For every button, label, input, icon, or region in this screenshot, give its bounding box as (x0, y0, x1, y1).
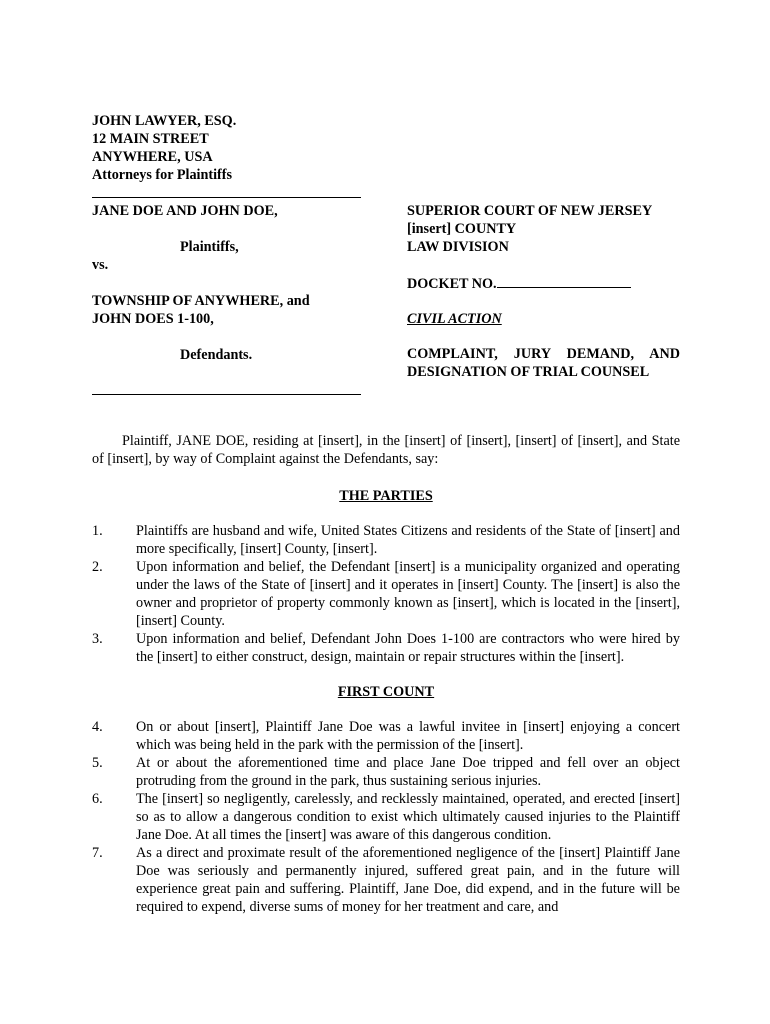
item-number: 7. (92, 845, 103, 861)
item-text: The [insert] so negligently, carelessly, and recklessly maintained, operated, and erected [insert] so as to allow a dangerous condition to exist which ultimately caused injuries to the Plaintiff Jane Doe. At all times the [insert] was aware of this dangerous condition. (136, 791, 680, 843)
item-number: 6. (92, 791, 103, 807)
item-text: As a direct and proximate result of the aforementioned negligence of the [insert] Plaintiff Jane Doe was seriously and permanently injured, suffered great pain, and in the future will experience great pain and suffering. Plaintiff, Jane Doe, did expend, and in the future will be required to expend, diverse sums of money for her treatment and care, and (136, 845, 680, 915)
defendant-name-line2: JOHN DOES 1-100, (92, 311, 214, 327)
docket-number (407, 274, 680, 293)
list-item (92, 522, 680, 558)
attorney-name: JOHN LAWYER, ESQ. (92, 113, 237, 129)
parties-list (92, 522, 680, 666)
caption-court (407, 202, 680, 381)
court-county: [insert] COUNTY (407, 221, 517, 237)
list-item (92, 844, 680, 916)
list-item (92, 558, 680, 630)
docket-blank (497, 274, 631, 288)
item-text: At or about the aforementioned time and place Jane Doe tripped and fell over an object protruding from the ground in the park, thus sustaining serious injuries. (136, 755, 680, 789)
docket-label: DOCKET NO. (407, 276, 497, 292)
caption-parties (92, 202, 310, 364)
complaint-title-line2: DESIGNATION OF TRIAL COUNSEL (407, 364, 650, 380)
intro-text: Plaintiff, JANE DOE, residing at [insert], in the [insert] of [insert], [insert] of [insert], and State of [insert], by way of Complaint against the Defendants, say: (92, 433, 680, 467)
court-division: LAW DIVISION (407, 239, 509, 255)
intro-paragraph (92, 432, 680, 468)
caption-rule-bottom (92, 394, 361, 395)
item-text: On or about [insert], Plaintiff Jane Doe was a lawful invitee in [insert] enjoying a concert which was being held in the park with the permission of the [insert]. (136, 719, 680, 753)
first-count-list (92, 718, 680, 916)
list-item (92, 754, 680, 790)
versus: vs. (92, 257, 109, 273)
defendants-label: Defendants. (180, 347, 253, 363)
item-number: 3. (92, 631, 103, 647)
complaint-title-line1: COMPLAINT, JURY DEMAND, AND (407, 346, 680, 362)
list-item (92, 718, 680, 754)
item-text: Upon information and belief, Defendant John Does 1-100 are contractors who were hired by the [insert] to either construct, design, maintain or repair structures within the [insert]. (136, 631, 680, 665)
item-number: 5. (92, 755, 103, 771)
attorney-street: 12 MAIN STREET (92, 131, 209, 147)
item-number: 4. (92, 719, 103, 735)
item-text: Upon information and belief, the Defendant [insert] is a municipality organized and operating under the laws of the State of [insert] and it operates in [insert] County. The [insert] is also the owner and proprietor of property commonly known as [insert], which is located in the [insert], [insert] County. (136, 559, 680, 629)
civil-action-label: CIVIL ACTION (407, 311, 502, 327)
court-name: SUPERIOR COURT OF NEW JERSEY (407, 203, 653, 219)
list-item (92, 630, 680, 666)
attorney-block (92, 112, 236, 184)
item-number: 1. (92, 523, 103, 539)
heading-first-count: FIRST COUNT (337, 684, 435, 700)
plaintiffs-names: JANE DOE AND JOHN DOE, (92, 203, 278, 219)
item-text: Plaintiffs are husband and wife, United States Citizens and residents of the State of [insert] and more specifically, [insert] County, [insert]. (136, 523, 680, 557)
caption-rule-top (92, 197, 361, 198)
item-number: 2. (92, 559, 103, 575)
attorney-role: Attorneys for Plaintiffs (92, 167, 233, 183)
plaintiffs-label: Plaintiffs, (180, 239, 239, 255)
heading-the-parties: THE PARTIES (339, 488, 433, 504)
attorney-city: ANYWHERE, USA (92, 149, 213, 165)
defendant-name-line1: TOWNSHIP OF ANYWHERE, and (92, 293, 310, 309)
list-item (92, 790, 680, 844)
